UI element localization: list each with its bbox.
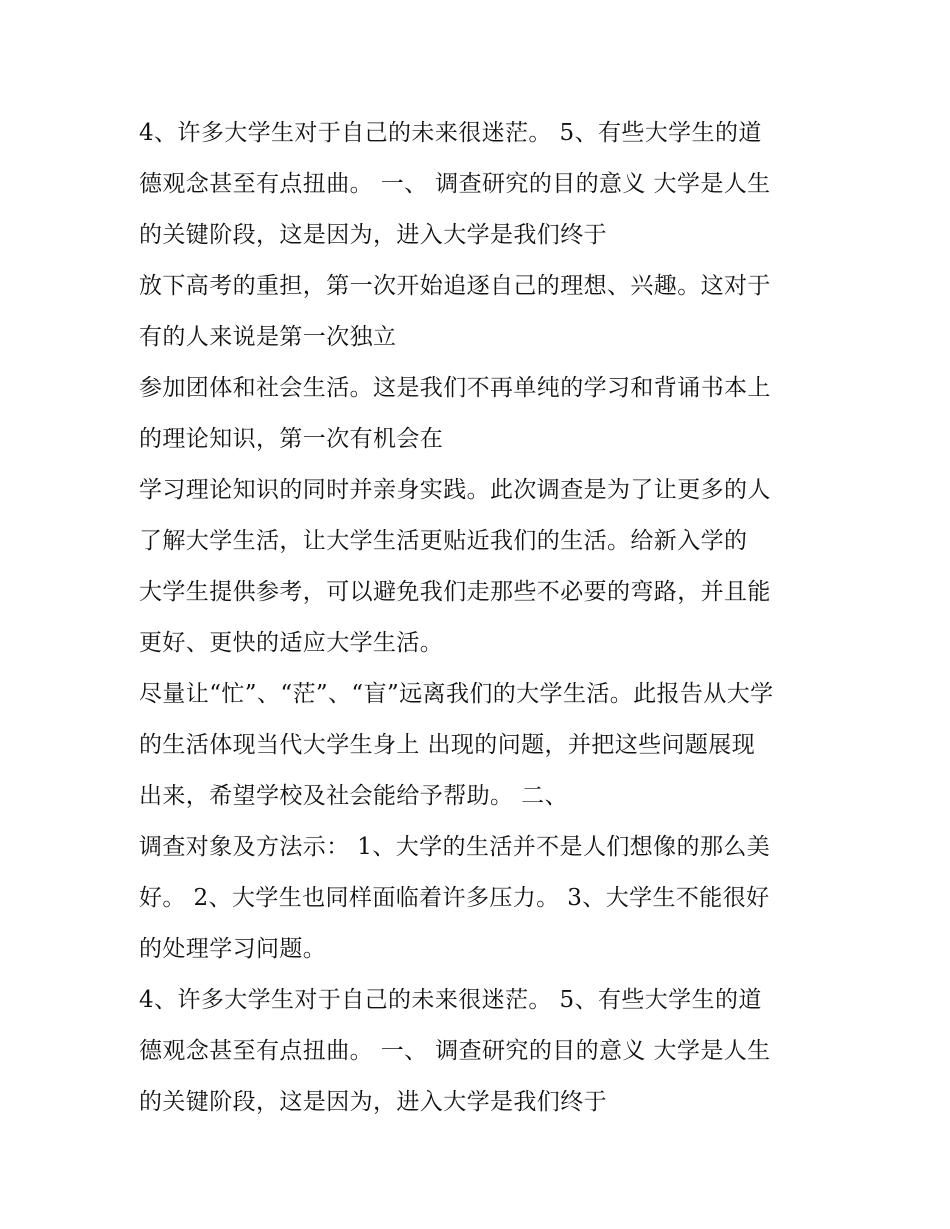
text-line: 尽量让“忙”、“茫”、“盲”远离我们的大学生活。此报告从大学 bbox=[139, 681, 774, 707]
text-line: 的关键阶段，这是因为，进入大学是我们终于 bbox=[139, 222, 607, 248]
text-line: 的处理学习问题。 bbox=[139, 936, 327, 962]
text-line: 4、许多大学生对于自己的未来很迷茫。 5、有些大学生的道 bbox=[139, 987, 762, 1013]
text-line: 学习理论知识的同时并亲身实践。此次调查是为了让更多的人 bbox=[139, 477, 771, 503]
text-line: 大学生提供参考，可以避免我们走那些不必要的弯路，并且能 bbox=[139, 579, 771, 605]
text-line: 参加团体和社会生活。这是我们不再单纯的学习和背诵书本上 bbox=[139, 375, 771, 401]
text-line: 的关键阶段，这是因为，进入大学是我们终于 bbox=[139, 1089, 607, 1115]
text-line: 放下高考的重担，第一次开始追逐自己的理想、兴趣。这对于 bbox=[139, 273, 771, 299]
text-line: 4、许多大学生对于自己的未来很迷茫。 5、有些大学生的道 bbox=[139, 120, 762, 146]
text-line: 有的人来说是第一次独立 bbox=[139, 324, 397, 350]
text-line: 的生活体现当代大学生身上 出现的问题，并把这些问题展现 bbox=[139, 732, 756, 758]
text-line: 德观念甚至有点扭曲。 一、 调查研究的目的意义 大学是人生 bbox=[139, 1038, 771, 1064]
text-line: 调查对象及方法示： 1、大学的生活并不是人们想像的那么美 bbox=[139, 834, 771, 860]
text-line: 好。 2、大学生也同样面临着许多压力。 3、大学生不能很好 bbox=[139, 885, 770, 911]
text-line: 出来，希望学校及社会能给予帮助。 二、 bbox=[139, 783, 568, 809]
text-line: 了解大学生活，让大学生活更贴近我们的生活。给新入学的 bbox=[139, 528, 748, 554]
document-body bbox=[139, 108, 829, 1128]
text-line: 更好、更快的适应大学生活。 bbox=[139, 630, 444, 656]
text-line: 的理论知识，第一次有机会在 bbox=[139, 426, 444, 452]
text-line: 德观念甚至有点扭曲。 一、 调查研究的目的意义 大学是人生 bbox=[139, 171, 771, 197]
